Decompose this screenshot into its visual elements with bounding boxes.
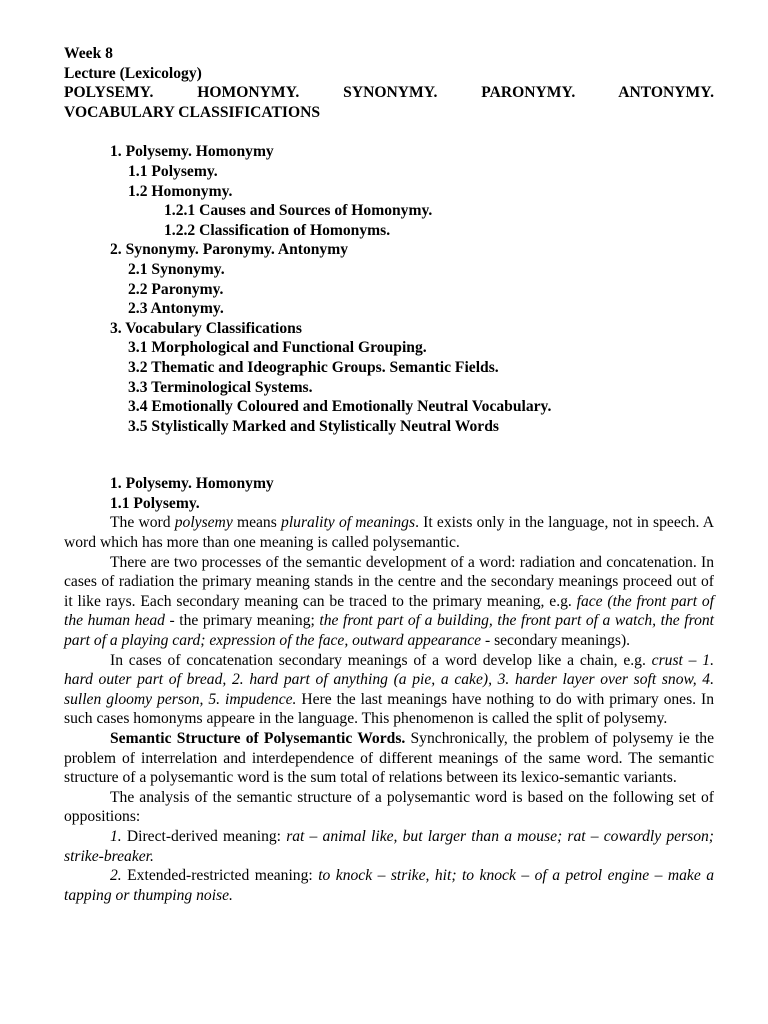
example: face (the front part of the human head — [64, 592, 715, 630]
text-run: Extended-restricted meaning: — [121, 867, 319, 885]
item-number: 2. — [110, 867, 122, 885]
lecture-label: Lecture (Lexicology) — [64, 64, 202, 82]
term: plurality of meanings — [281, 514, 416, 532]
example: the front part of a building, the front part of a watch, the front part of a playing card; expression of the face, outward appearance — [64, 612, 714, 650]
text-run: . It exists only in the language, not in speech. A word which has more than one meaning is called polysemantic. — [64, 514, 714, 552]
toc-item: 1.2 Homonymy. — [128, 182, 233, 200]
text-run: - the primary meaning; — [164, 612, 320, 630]
title-word: HOMONYMY. — [197, 84, 300, 102]
text-run: - secondary meanings). — [481, 632, 631, 650]
paragraph-oppositions: The analysis of the semantic structure of a polysemantic word is based on the following set of oppositions: — [64, 788, 714, 826]
week-label: Week 8 — [64, 45, 113, 62]
lecture-title-line1 — [64, 83, 714, 103]
inline-heading: Semantic Structure of Polysemantic Words. — [110, 730, 406, 747]
toc-item: 1.2.1 Causes and Sources of Homonymy. — [164, 202, 433, 220]
example: crust – 1. hard outer part of bread, 2. hard part of anything (a pie, a cake), 3. harder layer over soft snow, 4. sullen gloomy person, 5. impudence. — [64, 651, 714, 708]
toc-item: 1.1 Polysemy. — [128, 162, 218, 180]
title-word: SYNONYMY. — [343, 84, 438, 102]
toc-item: 3.4 Emotionally Coloured and Emotionally Neutral Vocabulary. — [128, 398, 552, 416]
opposition-item — [64, 866, 714, 905]
toc-item: 2. Synonymy. Paronymy. Antonymy — [110, 241, 348, 259]
title-word: ANTONYMY. — [618, 84, 714, 102]
toc-item: 2.1 Synonymy. — [128, 260, 225, 278]
text-run: The word — [110, 514, 175, 532]
text-run: In cases of concatenation secondary meanings of a word develop like a chain, e.g. — [110, 651, 652, 669]
text-run: means — [232, 514, 282, 532]
table-of-contents — [64, 142, 714, 436]
lecture-title-line2: VOCABULARY CLASSIFICATIONS — [64, 103, 321, 121]
toc-item: 2.3 Antonymy. — [128, 300, 224, 318]
document-page — [64, 44, 714, 905]
text-run: Direct-derived meaning: — [121, 827, 287, 845]
title-word: POLYSEMY. — [64, 84, 154, 102]
item-number: 1. — [110, 827, 122, 845]
term: polysemy — [174, 514, 233, 532]
toc-item: 3. Vocabulary Classifications — [110, 319, 302, 337]
toc-item: 3.3 Terminological Systems. — [128, 378, 313, 396]
subsection-heading: 1.1 Polysemy. — [110, 494, 200, 512]
title-word: PARONYMY. — [481, 84, 576, 102]
toc-item: 1. Polysemy. Homonymy — [110, 143, 274, 161]
paragraph-semantic-structure — [64, 729, 714, 788]
toc-item: 1.2.2 Classification of Homonyms. — [164, 221, 391, 239]
toc-item: 3.1 Morphological and Functional Grouping. — [128, 339, 427, 357]
example: rat – animal like, but larger than a mouse; rat – cowardly person; strike-breaker. — [64, 827, 715, 865]
toc-item: 2.2 Paronymy. — [128, 280, 224, 298]
section-heading: 1. Polysemy. Homonymy — [110, 475, 274, 493]
text-run: There are two processes of the semantic development of a word: radiation and concatenation. In cases of radiation the primary meaning stands in the centre and the secondary meanings proceed out of it like rays. Each secondary meaning can be traced to the primary meaning, e.g. — [64, 553, 714, 610]
toc-item: 3.5 Stylistically Marked and Stylistically Neutral Words — [128, 417, 499, 435]
paragraph-radiation — [64, 553, 714, 651]
example: to knock – strike, hit; to knock – of a petrol engine – make a tapping or thumping noise. — [64, 867, 714, 904]
paragraph-polysemy-definition — [64, 513, 714, 552]
toc-item: 3.2 Thematic and Ideographic Groups. Semantic Fields. — [128, 358, 499, 376]
text-run: Synchronically, the problem of polysemy ie the problem of interrelation and interdependence of different meanings of the same word. The semantic structure of a polysemantic word is the sum total of relations between its lexico-semantic variants. — [64, 730, 714, 787]
paragraph-concatenation — [64, 651, 714, 729]
opposition-item — [64, 827, 714, 866]
text-run: Here the last meanings have nothing to do with primary ones. In such cases homonyms appeare in the language. This phenomenon is called the split of polysemy. — [64, 690, 714, 728]
